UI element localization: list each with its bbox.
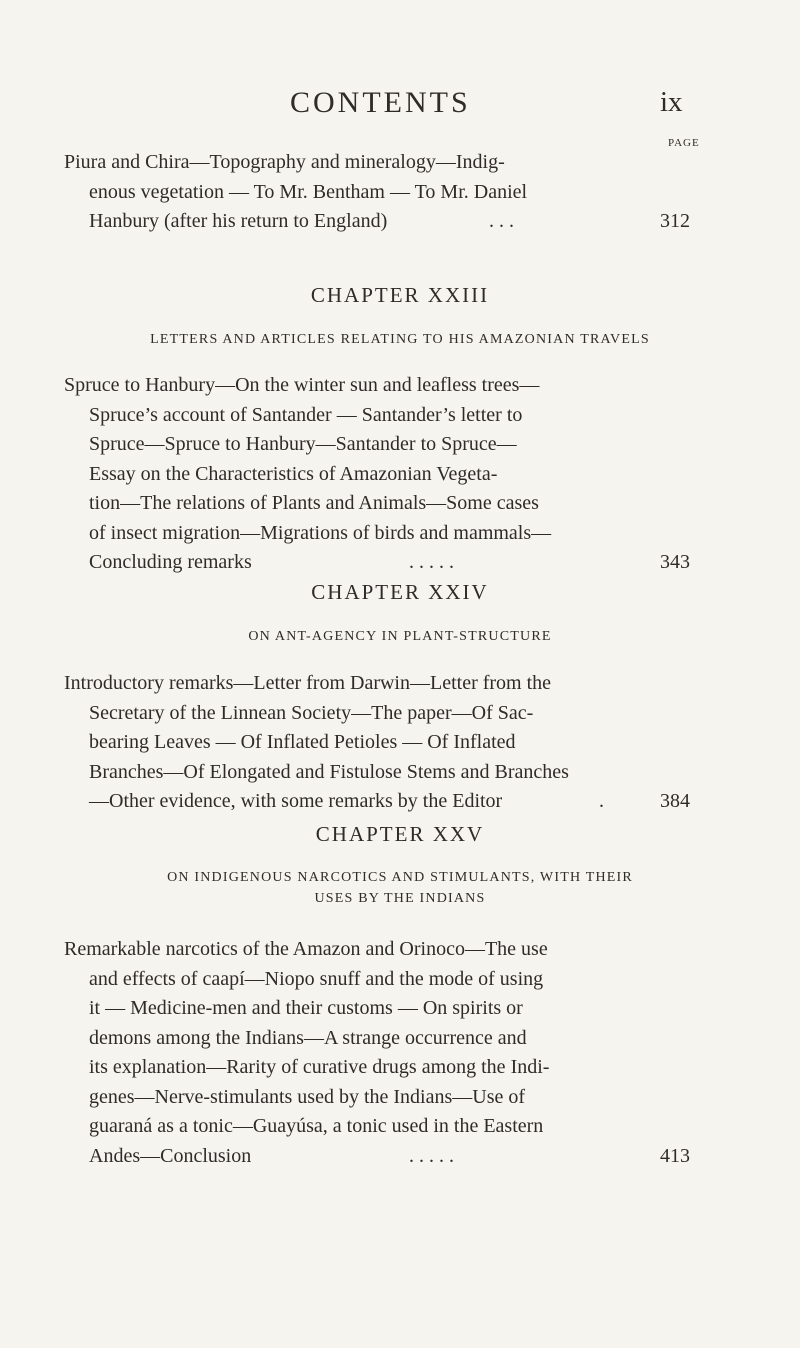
toc-line-text: —Other evidence, with some remarks by the Editor	[89, 790, 503, 812]
toc-line: guaraná as a tonic—Guayúsa, a tonic used in the Eastern	[89, 1115, 544, 1137]
toc-line: Branches—Of Elongated and Fistulose Stems and Branches	[89, 760, 569, 783]
toc-line-text: Concluding remarks	[89, 551, 252, 573]
running-head	[0, 86, 800, 126]
page-number: 312	[660, 210, 690, 232]
toc-line: bearing Leaves — Of Inflated Petioles — Of Inflated	[89, 731, 516, 753]
toc-line: demons among the Indians—A strange occurrence and	[89, 1026, 527, 1049]
page-number: 343	[660, 551, 690, 573]
chapter-subtitle: ON INDIGENOUS NARCOTICS AND STIMULANTS, WITH THEIR	[167, 870, 633, 885]
toc-line: it — Medicine-men and their customs — On spirits or	[89, 997, 523, 1019]
chapter-contents	[64, 371, 690, 578]
toc-line: its explanation—Rarity of curative drugs among the Indi-	[89, 1056, 550, 1078]
chapter-contents	[64, 669, 690, 817]
toc-line-last	[64, 207, 690, 237]
toc-line: genes—Nerve-stimulants used by the Indians—Use of	[89, 1085, 526, 1108]
toc-line-text: Hanbury (after his return to England)	[89, 210, 388, 232]
chapter-subtitle: ON ANT-AGENCY IN PLANT-STRUCTURE	[248, 629, 552, 644]
toc-line: of insect migration—Migrations of birds and mammals—	[89, 521, 552, 544]
toc-line: Remarkable narcotics of the Amazon and Orinoco—The use	[64, 938, 548, 960]
page-number: 413	[660, 1144, 690, 1167]
toc-line: Spruce to Hanbury—On the winter sun and leafless trees—	[64, 374, 540, 396]
toc-line-last	[64, 548, 690, 578]
toc-line: tion—The relations of Plants and Animals—Some cases	[89, 492, 539, 514]
leader-dots: . . .	[489, 210, 514, 232]
chapter-title: CHAPTER XXIV	[311, 580, 489, 604]
toc-line-last	[64, 787, 690, 817]
toc-line-last	[64, 1142, 690, 1172]
leader-dots: . . . . .	[409, 551, 454, 573]
toc-line: Introductory remarks—Letter from Darwin—Letter from the	[64, 672, 552, 694]
toc-line: Piura and Chira—Topography and mineralogy—Indig-	[64, 151, 505, 173]
leader-dots: .	[599, 790, 604, 812]
leader-dots: . . . . .	[409, 1144, 454, 1167]
chapter-subtitle: USES BY THE INDIANS	[314, 891, 486, 906]
chapter-title: CHAPTER XXV	[315, 822, 485, 846]
page-column-label: PAGE	[668, 137, 700, 149]
toc-line: Essay on the Characteristics of Amazonian Vegeta-	[89, 462, 498, 485]
chapter-title: CHAPTER XXIII	[310, 283, 490, 307]
running-title: CONTENTS	[290, 86, 471, 119]
toc-line: enous vegetation — To Mr. Bentham — To Mr. Daniel	[89, 180, 528, 203]
toc-line: Spruce’s account of Santander — Santander’s letter to	[89, 403, 523, 426]
toc-line: Secretary of the Linnean Society—The paper—Of Sac-	[89, 701, 534, 724]
continued-entry	[64, 148, 690, 237]
toc-line: and effects of caapí—Niopo snuff and the mode of using	[89, 967, 544, 990]
page-folio: ix	[660, 86, 683, 118]
toc-line: Spruce—Spruce to Hanbury—Santander to Spruce—	[89, 433, 517, 455]
chapter-contents	[64, 935, 690, 1171]
page-number: 384	[660, 790, 690, 812]
chapter-subtitle: LETTERS AND ARTICLES RELATING TO HIS AMAZONIAN TRAVELS	[150, 332, 650, 347]
toc-line-text: Andes—Conclusion	[89, 1144, 252, 1167]
